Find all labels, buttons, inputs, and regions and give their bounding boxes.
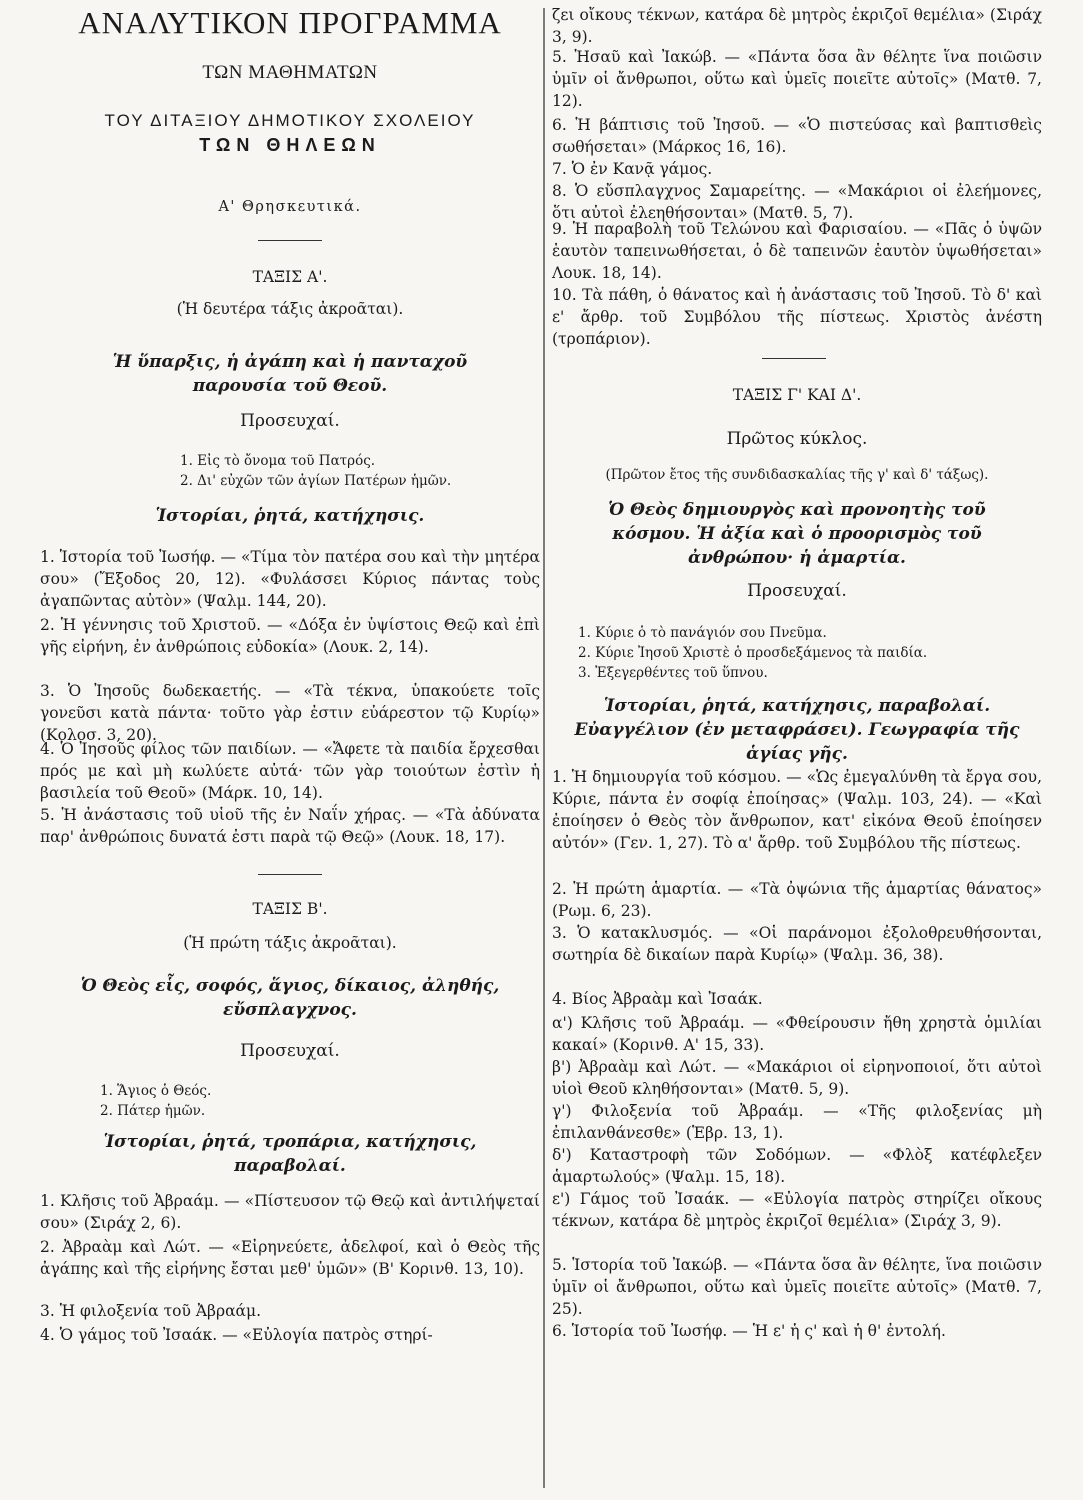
class-a-topic: Ἡ ὕπαρξις, ἡ ἀγάπη καὶ ἡ πανταχοῦ παρουσία τοῦ Θεοῦ. [112, 352, 468, 396]
class-cd-story: 4. Βίος Ἀβραὰμ καὶ Ἰσαάκ. [552, 990, 763, 1008]
divider-rule [258, 240, 322, 241]
class-cd-story: 3. Ὁ κατακλυσμός. — «Οἱ παράνομοι ἐξολοθρευθήσονται, σωτηρία δὲ δικαίων παρὰ Κυρίῳ» (Ψαλμ. 36, 38). [552, 924, 1042, 964]
class-cd-heading: ΤΑΞΙΣ Γ' ΚΑΙ Δ'. [732, 386, 862, 404]
document-title: ΑΝΑΛΥΤΙΚΟΝ ΠΡΟΓΡΑΜΜΑ [78, 5, 502, 40]
class-cd-cycle: Πρῶτος κύκλος. [726, 429, 868, 449]
class-cd-prayer-2: 2. Κύριε Ἰησοῦ Χριστὲ ὁ προσδεξάμενος τὰ παιδία. [578, 645, 928, 661]
list-item: 5. Ἡσαῦ καὶ Ἰακώβ. — «Πάντα ὅσα ἂν θέλητε ἵνα ποιῶσιν ὑμῖν οἱ ἄνθρωποι, οὕτω καὶ ὑμεῖς ποιεῖτε αὐτοῖς» (Ματθ. 7, 12). [552, 48, 1042, 110]
class-cd-story: α') Κλῆσις τοῦ Ἀβραάμ. — «Φθείρουσιν ἤθη χρηστὰ ὁμιλίαι κακαί» (Κορινθ. Α' 15, 33). [552, 1014, 1042, 1054]
class-cd-story: 1. Ἡ δημιουργία τοῦ κόσμου. — «Ὡς ἐμεγαλύνθη τὰ ἔργα σου, Κύριε, πάντα ἐν σοφίᾳ ἐποίησας» (Ψαλμ. 103, 24). — «Καὶ ἐποίησεν ὁ Θεὸς τὸν ἄνθρωπον, κατ' εἰκόνα Θεοῦ ἐποίησεν αὐτόν» (Γεν. 1, 27). Τὸ α' ἄρθρ. τοῦ Συμβόλου τῆς πίστεως. [552, 768, 1042, 852]
divider-rule [258, 874, 322, 875]
class-b-story-2: 2. Ἀβραὰμ καὶ Λώτ. — «Εἰρηνεύετε, ἀδελφοί, καὶ ὁ Θεὸς τῆς ἀγάπης καὶ τῆς εἰρήνης ἔσται μεθ' ὑμῶν» (Β' Κορινθ. 13, 10). [40, 1238, 540, 1278]
class-a-prayer-1: 1. Εἰς τὸ ὄνομα τοῦ Πατρός. [180, 453, 376, 469]
class-a-note: (Ἡ δευτέρα τάξις ἀκροᾶται). [176, 300, 404, 318]
class-a-stories-heading: Ἱστορίαι, ῥητά, κατήχησις. [155, 506, 425, 526]
class-b-story-3: 3. Ἡ φιλοξενία τοῦ Ἀβραάμ. [40, 1302, 262, 1320]
class-cd-story: 6. Ἱστορία τοῦ Ἰωσήφ. — Ἡ ε' ἡ ς' καὶ ἡ θ' ἐντολή. [552, 1322, 946, 1340]
class-cd-story: β') Ἀβραὰμ καὶ Λώτ. — «Μακάριοι οἱ εἰρηνοποιοί, ὅτι αὐτοὶ υἱοὶ Θεοῦ κληθήσονται» (Ματθ. 5, 9). [552, 1058, 1042, 1098]
class-a-story-5: 5. Ἡ ἀνάστασις τοῦ υἱοῦ τῆς ἐν Ναΐν χήρας. — «Τὰ ἀδύνατα παρ' ἀνθρώποις δυνατά ἐστι παρὰ τῷ Θεῷ» (Λουκ. 18, 17). [40, 806, 540, 846]
class-a-prayer-2: 2. Δι' εὐχῶν τῶν ἁγίων Πατέρων ἡμῶν. [180, 473, 452, 489]
class-cd-story: 5. Ἱστορία τοῦ Ἰακώβ. — «Πάντα ὅσα ἂν θέλητε, ἵνα ποιῶσιν ὑμῖν οἱ ἄνθρωποι, οὕτω καὶ ὑμεῖς ποιεῖτε αὐτοῖς» (Ματθ. 7, 25). [552, 1256, 1042, 1318]
list-item: 9. Ἡ παραβολὴ τοῦ Τελώνου καὶ Φαρισαίου. — «Πᾶς ὁ ὑψῶν ἑαυτὸν ταπεινωθήσεται, ὁ δὲ ταπεινῶν ἑαυτὸν ὑψωθήσεται» Λουκ. 18, 14). [552, 220, 1042, 282]
class-b-topic: Ὁ Θεὸς εἷς, σοφός, ἅγιος, δίκαιος, ἀληθής, εὔσπλαγχνος. [80, 976, 500, 1020]
list-item: 10. Τὰ πάθη, ὁ θάνατος καὶ ἡ ἀνάστασις τοῦ Ἰησοῦ. Τὸ δ' καὶ ε' ἄρθρ. τοῦ Συμβόλου τῆς πίστεως. Χριστὸς ἀνέστη (τροπάριον). [552, 286, 1042, 348]
class-a-story-4: 4. Ὁ Ἰησοῦς φίλος τῶν παιδίων. — «Ἄφετε τὰ παιδία ἔρχεσθαι πρός με καὶ μὴ κωλύετε αὐτά· τῶν γὰρ τοιούτων ἐστὶν ἡ βασιλεία τοῦ Θεοῦ» (Μάρκ. 10, 14). [40, 740, 540, 802]
class-cd-note: (Πρῶτον ἔτος τῆς συνδιδασκαλίας τῆς γ' καὶ δ' τάξως). [605, 467, 989, 483]
class-b-story-4: 4. Ὁ γάμος τοῦ Ἰσαάκ. — «Εὐλογία πατρὸς στηρί- [40, 1326, 433, 1344]
column-divider [543, 8, 545, 1488]
list-item: 6. Ἡ βάπτισις τοῦ Ἰησοῦ. — «Ὁ πιστεύσας καὶ βαπτισθεὶς σωθήσεται» (Μάρκος 16, 16). [552, 116, 1042, 156]
class-b-stories-heading: Ἱστορίαι, ῥητά, τροπάρια, κατήχησις, παραβολαί. [103, 1132, 477, 1176]
class-a-story-1: 1. Ἱστορία τοῦ Ἰωσήφ. — «Τίμα τὸν πατέρα σου καὶ τὴν μητέρα σου» (Ἔξοδος 20, 12). «Φυλάσσει Κύριος πάντας τοὺς ἀγαπῶντας αὐτὸν» (Ψαλμ. 144, 20). [40, 548, 540, 610]
class-a-heading: ΤΑΞΙΣ Α'. [252, 268, 328, 286]
section-title: Α' Θρησκευτικά. [218, 199, 362, 215]
class-cd-prayers-heading: Προσευχαί. [747, 581, 847, 601]
continuation-text: ζει οἴκους τέκνων, κατάρα δὲ μητρὸς ἐκριζοῖ θεμέλια» (Σιράχ 3, 9). [552, 6, 1042, 46]
class-cd-stories-heading: Ἱστορίαι, ῥητά, κατήχησις, παραβολαί. Εὐαγγέλιον (ἐν μεταφράσει). Γεωγραφία τῆς ἁγίας γῆς. [574, 696, 1020, 764]
class-b-prayer-1: 1. Ἅγιος ὁ Θεός. [100, 1083, 212, 1099]
class-a-prayers-heading: Προσευχαί. [240, 411, 340, 431]
class-cd-story: 2. Ἡ πρώτη ἁμαρτία. — «Τὰ ὀψώνια τῆς ἁμαρτίας θάνατος» (Ρωμ. 6, 23). [552, 880, 1042, 920]
class-cd-story: γ') Φιλοξενία τοῦ Ἀβραάμ. — «Τῆς φιλοξενίας μὴ ἐπιλανθάνεσθε» (Ἑβρ. 13, 1). [552, 1102, 1042, 1142]
school-name: ΤΟΥ ΔΙΤΑΞΙΟΥ ΔΗΜΟΤΙΚΟΥ ΣΧΟΛΕΙΟΥ [104, 111, 476, 130]
class-b-note: (Ἡ πρώτη τάξις ἀκροᾶται). [183, 934, 397, 952]
class-cd-story: ε') Γάμος τοῦ Ἰσαάκ. — «Εὐλογία πατρὸς στηρίζει οἴκους τέκνων, κατάρα δὲ μητρὸς ἐκριζοῖ θεμέλια» (Σιράχ 3, 9). [552, 1190, 1042, 1230]
class-cd-story: δ') Καταστροφὴ τῶν Σοδόμων. — «Φλὸξ κατέφλεξεν ἁμαρτωλούς» (Ψαλμ. 15, 18). [552, 1146, 1042, 1186]
class-b-prayers-heading: Προσευχαί. [240, 1041, 340, 1061]
class-cd-prayer-3: 3. Ἐξεγερθέντες τοῦ ὕπνου. [578, 665, 768, 681]
class-a-story-3: 3. Ὁ Ἰησοῦς δωδεκαετής. — «Τὰ τέκνα, ὑπακούετε τοῖς γονεῦσι κατὰ πάντα· τοῦτο γὰρ ἐστιν εὐάρεστον τῷ Κυρίῳ» (Κολοσ. 3, 20). [40, 682, 540, 744]
class-cd-topic: Ὁ Θεὸς δημιουργὸς καὶ προνοητὴς τοῦ κόσμου. Ἡ ἀξία καὶ ὁ προορισμὸς τοῦ ἀνθρώπου· ἡ ἁμαρτία. [608, 500, 986, 568]
divider-rule [762, 358, 826, 359]
class-b-story-1: 1. Κλῆσις τοῦ Ἀβραάμ. — «Πίστευσον τῷ Θεῷ καὶ ἀντιλήψεταί σου» (Σιράχ 2, 6). [40, 1192, 540, 1232]
list-item: 8. Ὁ εὔσπλαγχνος Σαμαρείτης. — «Μακάριοι οἱ ἐλεήμονες, ὅτι αὐτοὶ ἐλεηθήσονται» (Ματθ. 5, 7). [552, 182, 1042, 222]
class-b-heading: ΤΑΞΙΣ Β'. [252, 900, 328, 918]
class-a-story-2: 2. Ἡ γέννησις τοῦ Χριστοῦ. — «Δόξα ἐν ὑψίστοις Θεῷ καὶ ἐπὶ γῆς εἰρήνη, ἐν ἀνθρώποις εὐδοκία» (Λουκ. 2, 14). [40, 616, 540, 656]
class-b-prayer-2: 2. Πάτερ ἡμῶν. [100, 1103, 206, 1119]
school-girls: ΤΩΝ ΘΗΛΕΩΝ [199, 135, 381, 155]
class-cd-prayer-1: 1. Κύριε ὁ τὸ πανάγιόν σου Πνεῦμα. [578, 625, 827, 641]
document-subtitle: ΤΩΝ ΜΑΘΗΜΑΤΩΝ [202, 62, 378, 83]
list-item: 7. Ὁ ἐν Κανᾷ γάμος. [552, 160, 713, 178]
